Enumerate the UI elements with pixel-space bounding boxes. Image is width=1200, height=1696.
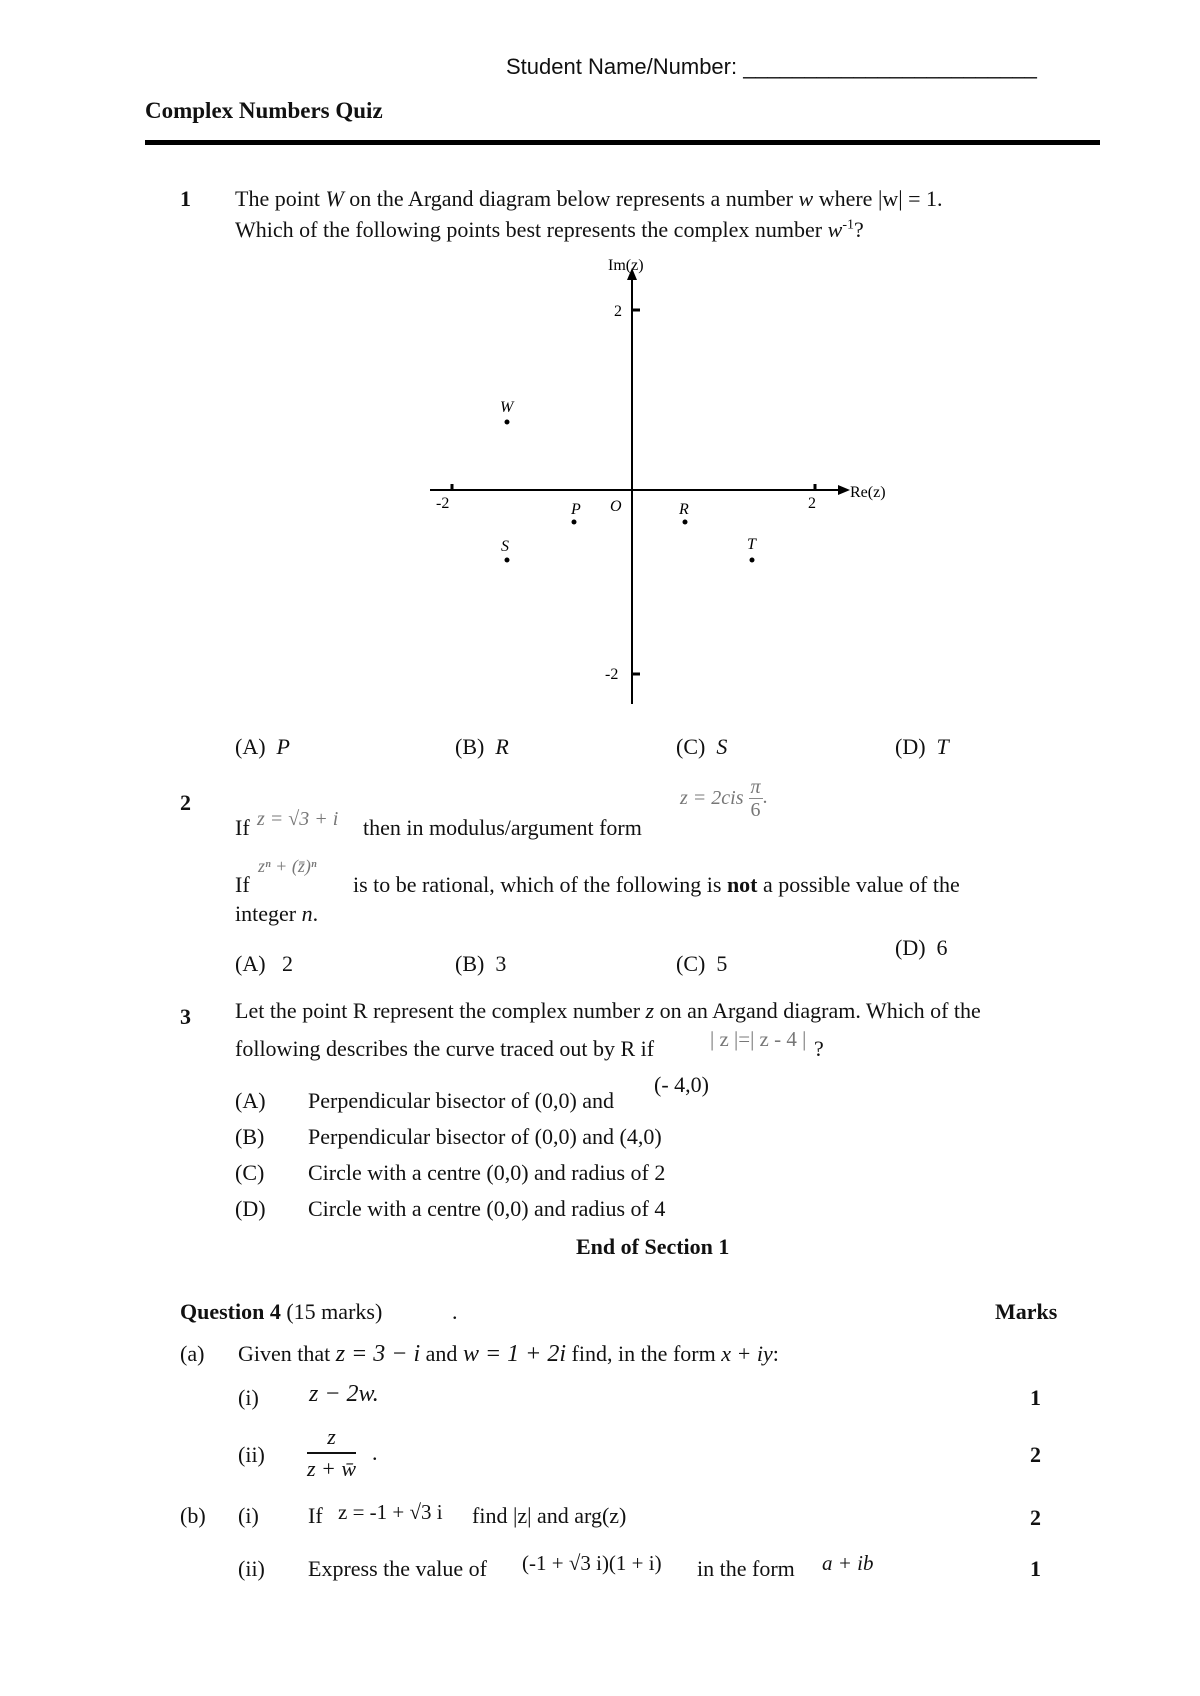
q4bi-marks: 2 [1030,1505,1041,1530]
q4bii-label: (ii) [238,1556,265,1581]
q4bii-form: a + ib [822,1551,874,1575]
student-name-field[interactable]: Student Name/Number: ________________________ [506,54,1037,79]
q2-option-b-value: 3 [495,951,507,976]
q4bi-if: If [308,1503,323,1528]
q1-option-c-letter: (C) [676,734,706,759]
q3-option-b-letter[interactable]: (B) [235,1124,265,1149]
q3-option-d-text: Circle with a centre (0,0) and radius of 4 [308,1196,666,1221]
im-tick-label-pos: 2 [614,303,622,320]
q4a-z: z = 3 − i [335,1341,421,1367]
q2-form-lhs: z = 2cis [680,787,744,809]
q1-number: 1 [180,186,191,211]
q3-line1-z: z [645,998,655,1023]
q4aii-marks: 2 [1030,1442,1041,1467]
q3-line2: following describes the curve traced out by R if [235,1036,655,1061]
re-tick-label-neg: -2 [436,495,450,512]
q2-form-period: . [762,786,768,809]
q3-option-a-point: (- 4,0) [654,1072,709,1097]
q4bi-label: (i) [238,1503,259,1528]
point-w-label: W [500,399,514,416]
q4aii-label: (ii) [238,1442,265,1467]
q4a-w: w = 1 + 2i [462,1341,567,1367]
point-r-label: R [679,501,689,518]
q2-option-d-value: 6 [936,935,948,960]
q1-option-c[interactable] [676,734,727,760]
q3-line2-expr: | z |=| z - 4 | [710,1027,807,1051]
re-tick-label-pos: 2 [808,495,816,512]
q4bii-text: Express the value of [308,1556,487,1581]
q3-number: 3 [180,1004,191,1029]
q1-line1-post: where |w| = 1. [813,186,943,211]
q4bii-expr: (-1 + √3 i)(1 + i) [522,1551,662,1575]
q2-option-a-letter: (A) [235,951,266,976]
q4bi-text: find |z| and arg(z) [472,1503,627,1528]
marks-column-header: Marks [995,1299,1058,1324]
q4aii-den: z + w̄ [307,1456,357,1481]
q2-line3-end: . [312,901,319,926]
q1-point-w: W [325,186,344,211]
point-p-dot [572,520,577,525]
q2-line2-text-a: is to be rational, which of the following is [353,872,727,897]
q3-option-b-text: Perpendicular bisector of (0,0) and (4,0) [308,1124,662,1149]
q1-line1-mid: on the Argand diagram below represents a number [343,186,799,211]
q4a-and: and [420,1341,463,1366]
q1-option-d-letter: (D) [895,734,926,759]
q2-line2-if: If [235,872,250,897]
q3-line2-end: ? [814,1036,824,1061]
q4aii-end: . [372,1440,378,1465]
q2-option-c[interactable] [676,951,727,977]
q4-marks-total: (15 marks) [286,1299,383,1324]
im-tick-label-neg: -2 [605,666,619,683]
q4a-text-b: find, in the form [566,1341,722,1366]
q2-line3 [235,901,318,927]
q4aii-num: z [307,1422,356,1454]
q2-form [680,776,768,821]
q2-line2-text-b: a possible value of the [757,872,960,897]
q4a-text-a: Given that [238,1341,336,1366]
q4a-colon: : [772,1341,779,1366]
q1-line2-w: w [827,217,843,242]
q2-form-fraction [749,776,763,821]
q3-line1-b: on an Argand diagram. Which of the [654,998,981,1023]
q4-heading-label: Question 4 [180,1299,281,1324]
re-axis-label: Re(z) [850,484,886,501]
q2-option-a-value: 2 [282,951,294,976]
q4a-form: x + iy [721,1341,773,1366]
q1-line2-sup: -1 [842,217,854,233]
quiz-title: Complex Numbers Quiz [145,98,383,123]
point-r-dot [683,520,688,525]
q4-dot: . [452,1299,458,1324]
q1-var-w: w [798,186,814,211]
q2-option-a[interactable] [235,951,293,977]
point-t-dot [750,558,755,563]
q1-option-a-letter: (A) [235,734,266,759]
real-axis-arrow [838,485,850,495]
q4aii-fraction [307,1422,356,1484]
q4bii-marks: 1 [1030,1556,1041,1581]
q3-option-a-text: Perpendicular bisector of (0,0) and [308,1088,615,1113]
q2-line2-text [353,872,960,898]
q4-heading [180,1299,382,1325]
q2-option-d[interactable] [895,935,948,961]
q3-option-d-letter[interactable]: (D) [235,1196,266,1221]
q3-line1-a: Let the point R represent the complex number [235,998,646,1023]
q2-option-c-letter: (C) [676,951,706,976]
q4ai-expr: z − 2w. [309,1381,379,1407]
q4b-label: (b) [180,1503,206,1528]
q1-option-b-letter: (B) [455,734,485,759]
q2-form-num: π [750,776,761,798]
q4ai-marks: 1 [1030,1385,1041,1410]
q1-option-a[interactable] [235,734,290,760]
q1-line2-post: ? [854,217,864,242]
im-axis-label: Im(z) [608,257,644,274]
q2-option-b[interactable] [455,951,506,977]
q2-line1-eq: z = √3 + i [257,808,339,830]
q2-line3-text: integer [235,901,302,926]
point-t-label: T [747,536,756,553]
q2-line1-text: then in modulus/argument form [363,815,642,840]
q2-line1-if: If [235,815,250,840]
q3-line1 [235,998,981,1024]
point-s-dot [505,558,510,563]
q2-form-den: 6 [750,799,761,821]
q1-option-a-value: P [276,734,290,759]
q2-not: not [726,872,758,897]
q1-option-d[interactable] [895,734,949,760]
q4ai-label: (i) [238,1385,259,1410]
q2-option-d-letter: (D) [895,935,926,960]
argand-diagram [0,0,1200,720]
q4bii-form-text: in the form [697,1556,795,1581]
q1-line2-pre: Which of the following points best represents the complex number [235,217,828,242]
q1-option-d-value: T [936,734,949,759]
q3-option-a-letter[interactable]: (A) [235,1088,266,1113]
q1-line1-pre: The point [235,186,326,211]
q3-option-c-text: Circle with a centre (0,0) and radius of 2 [308,1160,666,1185]
q4a-text [238,1341,779,1368]
point-p-label: P [571,501,581,518]
q4bi-expr: z = -1 + √3 i [338,1500,443,1524]
q2-number: 2 [180,790,191,815]
end-of-section: End of Section 1 [576,1234,730,1259]
q1-option-c-value: S [716,734,728,759]
q1-option-b[interactable] [455,734,509,760]
q4a-label: (a) [180,1341,205,1366]
q2-line3-n: n [301,901,313,926]
q3-option-c-letter[interactable]: (C) [235,1160,265,1185]
q2-option-b-letter: (B) [455,951,485,976]
q2-line2-expr: zⁿ + (z̄)ⁿ [258,856,317,876]
q1-option-b-value: R [495,734,509,759]
q2-option-c-value: 5 [716,951,728,976]
point-s-label: S [501,538,509,555]
origin-label: O [610,498,622,515]
point-w-dot [505,420,510,425]
